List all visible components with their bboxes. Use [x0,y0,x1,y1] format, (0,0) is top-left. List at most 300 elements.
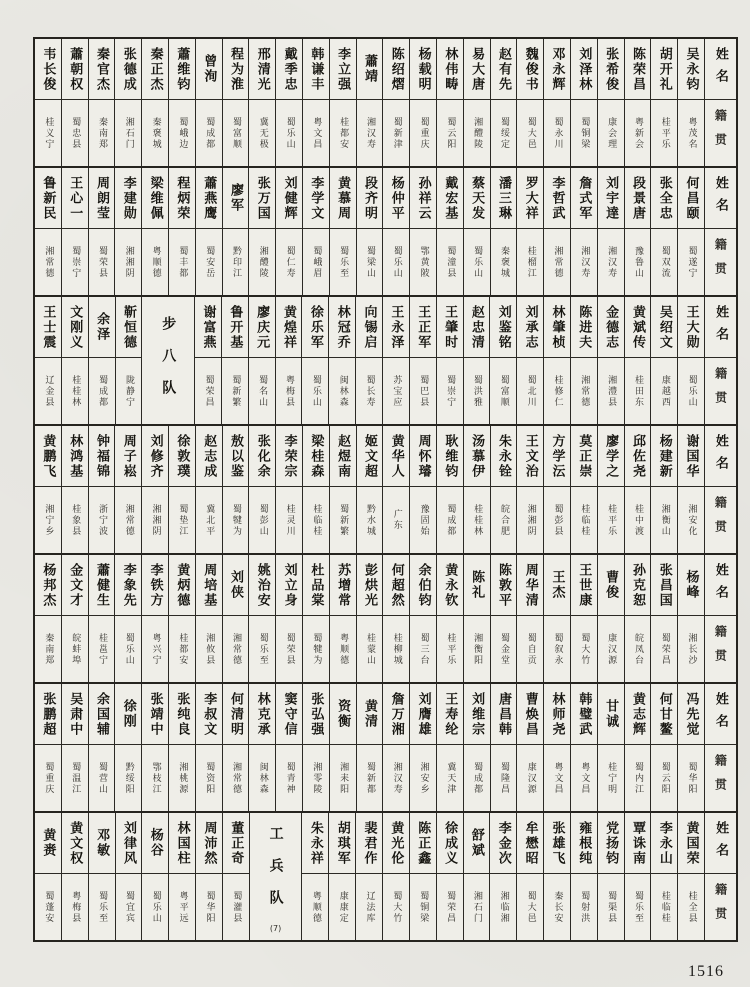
roster-column [35,684,62,811]
person-origin: 蜀自贡 [525,632,536,666]
roster-column [276,684,303,811]
person-name: 谢富燕 [195,297,221,358]
roster-column [598,555,625,682]
person-name: 靳恒德 [116,297,142,358]
person-name: 李建勋 [115,168,141,229]
person-origin: 闽林森 [257,761,268,795]
roster-column [571,555,598,682]
roster-column [491,39,518,166]
person-origin: 桂修仁 [552,374,563,408]
person-origin: 蜀梁山 [364,245,375,279]
person-origin: 湘衡山 [659,503,670,537]
person-origin: 鄂枝江 [150,761,161,795]
person-name: 段景唐 [625,168,651,229]
roster-column [678,555,705,682]
person-name: 段齐明 [357,168,383,229]
person-name: 程炳荣 [169,168,195,229]
person-origin: 黔水城 [364,503,375,537]
person-name: 甘诚 [598,684,624,745]
unit-divider [250,813,303,940]
person-origin: 陇静宁 [123,374,134,408]
person-name: 梁维佩 [142,168,168,229]
person-origin: 蜀重庆 [43,761,54,795]
roster-column [651,813,678,940]
person-name: 蕭健生 [89,555,115,616]
roster-column [464,555,491,682]
person-name: 秦正杰 [142,39,168,100]
person-origin: 蜀荣昌 [445,890,456,924]
person-name: 何昌颐 [678,168,704,229]
roster-column [464,684,491,811]
roster-column [276,426,303,553]
person-origin: 康汉源 [525,761,536,795]
person-origin: 湘常德 [43,245,54,279]
person-name: 王士震 [35,297,61,358]
roster-column [464,168,491,295]
roster-column [329,297,356,424]
roster-column [116,813,143,940]
person-origin: 秦褒城 [150,116,161,150]
roster-column [196,813,223,940]
person-origin: 鄂黄陂 [418,245,429,279]
person-origin: 蜀射洪 [579,890,590,924]
person-origin: 湘常德 [552,245,563,279]
person-origin: 桂中渡 [632,503,643,537]
person-name: 王大勋 [678,297,704,358]
person-origin: 蜀乐山 [391,245,402,279]
person-origin: 粤顺德 [310,890,321,924]
person-origin: 秦褒城 [498,245,509,279]
person-origin: 桂义宁 [43,116,54,150]
person-origin: 蜀大竹 [579,632,590,666]
roster-column [223,555,250,682]
person-name: 钟福锦 [89,426,115,487]
person-name: 杨仲平 [383,168,409,229]
person-name: 李学文 [303,168,329,229]
person-origin: 蜀成都 [97,374,108,408]
person-name: 胡琪军 [329,813,355,874]
person-name: 林伟畴 [437,39,463,100]
person-name: 莫正崇 [571,426,597,487]
roster-column [678,297,705,424]
person-origin: 湘醴陵 [472,116,483,150]
person-name: 徐乐军 [302,297,328,358]
roster-column [544,684,571,811]
person-origin: 湘耒阳 [338,761,349,795]
row-header-origin: 籍贯 [713,238,728,286]
roster-column [89,813,116,940]
person-origin: 桂临桂 [311,503,322,537]
person-name: 刘维宗 [464,684,490,745]
roster-column [651,297,678,424]
roster-column [62,39,89,166]
person-origin: 黔绥阳 [123,761,134,795]
person-name: 陈绍熠 [383,39,409,100]
person-origin: 蜀青神 [284,761,295,795]
person-name: 李象先 [115,555,141,616]
person-name: 董正奇 [223,813,249,874]
roster-column [142,39,169,166]
person-name: 冯先觉 [678,684,704,745]
row-header-name: 姓名 [705,555,736,616]
person-name: 朱永祥 [302,813,328,874]
person-name: 周培基 [196,555,222,616]
person-name: 黄斌传 [625,297,651,358]
person-origin: 湘零陵 [311,761,322,795]
person-name: 黄志辉 [625,684,651,745]
roster-column [383,426,410,553]
roster-column [89,297,116,424]
roster-column [357,426,384,553]
person-name: 刘承志 [517,297,543,358]
person-name: 梁桂森 [303,426,329,487]
person-origin: 蜀富顺 [498,374,509,408]
person-origin: 蜀双流 [659,245,670,279]
person-name: 周沛然 [196,813,222,874]
roster-column [625,684,652,811]
roster-column [437,555,464,682]
person-origin: 康康定 [337,890,348,924]
person-origin: 蜀华阳 [686,761,697,795]
person-name: 裴君作 [356,813,382,874]
person-name: 周朗莹 [89,168,115,229]
person-name: 蕭靖 [357,39,383,100]
person-origin: 蜀乐山 [686,374,697,408]
roster-column [89,555,116,682]
person-origin: 蜀荣昌 [659,632,670,666]
person-origin: 蜀犍为 [311,632,322,666]
person-name: 杨峰 [678,555,704,616]
roster-column [517,684,544,811]
person-name: 周华清 [517,555,543,616]
roster-column [598,168,625,295]
roster-column [35,168,62,295]
roster-column [410,684,437,811]
roster-column [625,426,652,553]
roster-column [410,39,437,166]
person-origin: 蜀叙永 [552,632,563,666]
person-origin: 辽金县 [43,374,54,408]
person-origin: 蜀渠县 [606,890,617,924]
roster-column [330,39,357,166]
row-header-origin: 籍贯 [713,367,728,415]
person-origin: 湘湘阴 [525,503,536,537]
person-origin: 蜀绥定 [498,116,509,150]
person-origin: 蜀潼县 [445,245,456,279]
roster-column [571,813,598,940]
person-name: 孙克恕 [625,555,651,616]
person-origin: 湘桃源 [177,761,188,795]
person-origin: 蜀资阳 [204,761,215,795]
person-origin: 粤梅县 [70,890,81,924]
person-origin: 蜀营山 [97,761,107,795]
roster-column [249,168,276,295]
row-header-name: 姓名 [705,426,736,487]
person-name: 黄永钦 [437,555,463,616]
roster-column [651,426,678,553]
person-origin: 康越西 [659,374,670,408]
person-origin: 苏宝应 [391,374,402,408]
row-header-origin: 籍贯 [713,754,728,802]
person-name: 雍根纯 [571,813,597,874]
roster-column [222,297,249,424]
person-name: 吴绍文 [651,297,677,358]
person-name: 吴肃中 [62,684,88,745]
person-origin: 蜀乐山 [150,890,161,924]
person-name: 何清明 [223,684,249,745]
person-origin: 蜀新都 [364,761,375,795]
person-origin: 蜀新津 [391,116,402,150]
roster-column [169,813,196,940]
person-name: 杜品棠 [303,555,329,616]
person-origin: 蜀安岳 [204,245,215,279]
person-name: 刘律风 [116,813,142,874]
person-name: 孙祥云 [410,168,436,229]
person-origin: 湘安乡 [418,761,429,795]
person-name: 向锡启 [356,297,382,358]
person-origin: 蜀铜梁 [579,116,590,150]
person-name: 王杰 [544,555,570,616]
person-name: 徐成义 [437,813,463,874]
person-origin: 冀无极 [257,116,268,150]
table-row [35,426,736,555]
person-name: 曹焕昌 [517,684,543,745]
person-name: 陈敦平 [491,555,517,616]
roster-column [223,813,250,940]
person-origin: 桂田东 [632,374,643,408]
roster-column [169,39,196,166]
row-header-name: 姓名 [705,168,736,229]
person-origin: 蜀长寿 [364,374,375,408]
person-origin: 蜀云阳 [445,116,456,150]
person-name: 邢清光 [249,39,275,100]
person-name: 覃诛南 [625,813,651,874]
person-origin: 闽林森 [337,374,348,408]
roster-table [33,37,738,942]
person-name: 赵忠清 [464,297,490,358]
person-origin: 蜀重庆 [418,116,429,150]
person-name: 魏俊书 [517,39,543,100]
roster-column [195,297,222,424]
page-number: 1516 [688,963,724,980]
roster-column [517,555,544,682]
person-name: 杨邦杰 [35,555,61,616]
person-origin: 蜀新繁 [338,503,349,537]
roster-column [115,426,142,553]
person-name: 潘三琳 [491,168,517,229]
person-name: 曹俊 [598,555,624,616]
person-name: 詹万湘 [383,684,409,745]
person-name: 黄国荣 [678,813,704,874]
person-name: 何超然 [383,555,409,616]
roster-column [223,39,250,166]
table-row [35,168,736,297]
roster-column [598,426,625,553]
person-name: 杨载明 [410,39,436,100]
roster-column [62,168,89,295]
roster-column [169,168,196,295]
person-origin: 桂柳城 [391,632,402,666]
person-name: 王寿纶 [437,684,463,745]
roster-column [490,297,517,424]
person-origin: 蜀大邑 [525,890,536,924]
person-name: 邱佐尧 [625,426,651,487]
person-origin: 蜀成都 [445,503,456,537]
person-origin: 蜀名山 [257,374,268,408]
person-origin: 湘安化 [686,503,697,537]
roster-column [249,426,276,553]
person-origin: 桂都安 [177,632,188,666]
person-name: 王正军 [410,297,436,358]
person-name: 资衡 [330,684,356,745]
roster-column [357,168,384,295]
roster-column [410,297,437,424]
roster-column [437,684,464,811]
roster-column [356,813,383,940]
roster-column [142,813,169,940]
person-origin: 豫固始 [418,503,429,537]
person-origin: 粤平远 [177,890,188,924]
person-name: 吴永钧 [678,39,704,100]
roster-column [89,684,116,811]
roster-column [35,297,62,424]
person-name: 鲁开基 [222,297,248,358]
person-origin: 蜀金堂 [498,632,509,666]
person-name: 徐刚 [115,684,141,745]
roster-column [62,555,89,682]
roster-column [249,555,276,682]
person-name: 张鹏超 [35,684,61,745]
roster-column [410,168,437,295]
roster-column [276,168,303,295]
row-header-origin: 籍贯 [713,496,728,544]
table-row [35,684,736,813]
person-name: 张雄飞 [544,813,570,874]
person-origin: 粤顺德 [150,245,161,279]
person-origin: 蜀崇宁 [445,374,456,408]
person-name: 张纯良 [169,684,195,745]
person-origin: 蜀巴县 [418,374,429,408]
person-origin: 蜀荣昌 [203,374,214,408]
roster-column [302,297,329,424]
person-name: 黄清 [357,684,383,745]
person-origin: 蜀大竹 [391,890,402,924]
roster-column [383,684,410,811]
row-header [705,555,736,682]
person-name: 廖庆元 [249,297,275,358]
person-origin: 桂临桂 [659,890,670,924]
person-name: 秦官杰 [89,39,115,100]
person-name: 陈礼 [464,555,490,616]
person-name: 黄华人 [383,426,409,487]
person-origin: 湘长沙 [686,632,697,666]
person-name: 赵煜南 [330,426,356,487]
person-origin: 蜀乐山 [123,632,134,666]
person-origin: 蜀乐至 [632,890,643,924]
roster-column [62,297,89,424]
roster-column [303,555,330,682]
roster-column [35,426,62,553]
person-origin: 湘常德 [230,632,241,666]
person-origin: 桂邕宁 [97,632,107,666]
person-origin: 粤文昌 [552,761,563,795]
person-name: 黄赉 [35,813,61,874]
person-origin: 蜀内江 [632,761,643,795]
person-name: 李哲武 [544,168,570,229]
row-header-name: 姓名 [705,39,736,100]
person-name: 韩璧武 [571,684,597,745]
roster-column [491,555,518,682]
person-origin: 康会理 [606,116,617,150]
person-name: 王心一 [62,168,88,229]
table-row [35,39,736,168]
roster-column [223,684,250,811]
person-origin: 蜀成都 [472,761,483,795]
roster-column [491,168,518,295]
roster-column [383,813,410,940]
roster-column [62,684,89,811]
person-name: 张化余 [249,426,275,487]
person-origin: 桂全县 [686,890,697,924]
person-origin: 辽法库 [364,890,375,924]
person-origin: 秦南郑 [97,116,107,150]
roster-column [490,813,517,940]
person-name: 曾洵 [196,39,222,100]
person-origin: 蜀成都 [204,116,215,150]
person-origin: 蜀忠县 [70,116,81,150]
roster-column [598,813,625,940]
roster-column [491,684,518,811]
person-name: 张靖中 [142,684,168,745]
person-origin: 粤文昌 [579,761,590,795]
person-origin: 湘石门 [123,116,134,150]
roster-column [357,555,384,682]
roster-column [598,39,625,166]
person-origin: 湘湘阴 [123,245,134,279]
person-name: 廖学之 [598,426,624,487]
roster-column [437,168,464,295]
roster-column [196,168,223,295]
person-origin: 蜀乐山 [472,245,483,279]
roster-column [196,426,223,553]
person-name: 廖军 [223,168,249,229]
roster-column [544,297,571,424]
roster-column [383,555,410,682]
roster-column [115,39,142,166]
roster-column [357,39,384,166]
roster-column [196,684,223,811]
person-name: 林冠乔 [329,297,355,358]
roster-column [89,39,116,166]
roster-column [116,297,143,424]
roster-column [223,426,250,553]
person-name: 戴季忠 [276,39,302,100]
person-origin: 湘汉寿 [364,116,375,150]
roster-column [249,297,276,424]
roster-column [625,39,652,166]
person-origin: 秦南郑 [43,632,54,666]
person-name: 文刚义 [62,297,88,358]
person-origin: 湘衡阳 [472,632,483,666]
person-name: 党扬钧 [598,813,624,874]
person-name: 黄炳德 [169,555,195,616]
person-name: 赵有先 [491,39,517,100]
person-name: 詹式军 [571,168,597,229]
row-header-name: 姓名 [705,684,736,745]
roster-column [115,555,142,682]
roster-column [571,168,598,295]
person-origin: 蜀乐至 [97,890,108,924]
